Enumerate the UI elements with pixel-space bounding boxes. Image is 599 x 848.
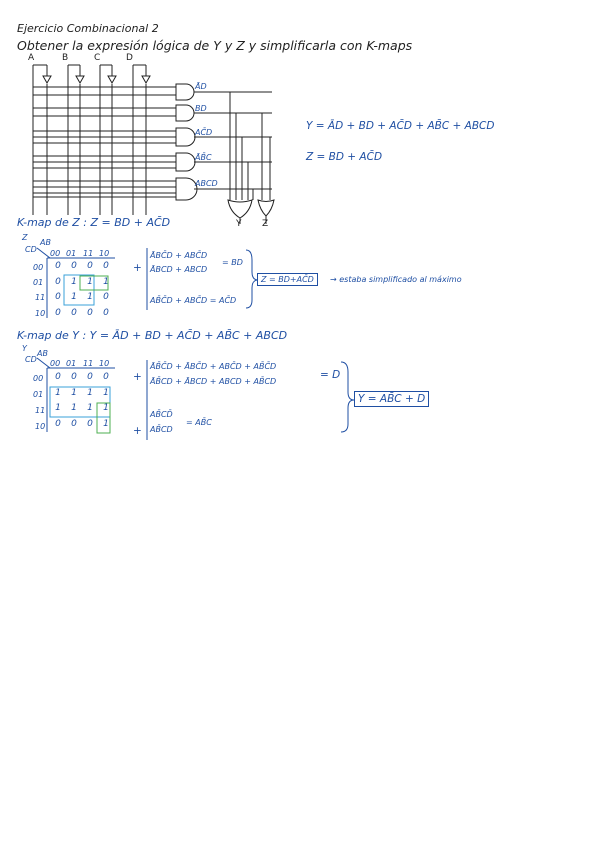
kmap-y-col-header-0: 00 (50, 359, 61, 368)
kmap-z-cell-r2-c1: 1 (71, 292, 77, 302)
kmap-y-row-header-2: 11 (35, 406, 46, 415)
kmap-y-row-header-3: 10 (35, 422, 46, 431)
kmap-y-term2b: AB̄CD (150, 425, 173, 434)
kmap-y-heading (17, 329, 287, 342)
kmap-y-plus-2: + (133, 425, 142, 437)
kmap-z-cell-r2-c2: 1 (87, 292, 93, 302)
kmap-z-result: Z = BD+AC̄D (257, 273, 318, 286)
kmap-z-cell-r1-c1: 1 (71, 276, 77, 287)
kmap-y-cell-r3-c2: 0 (87, 418, 93, 429)
kmap-y-term2a: AB̄CD̄ (150, 410, 173, 419)
kmap-y-col-header-1: 01 (66, 359, 77, 368)
kmap-y-cell-r0-c2: 0 (87, 372, 93, 382)
kmap-z-note: → estaba simplificado al máximo (330, 275, 462, 284)
kmap-y-row-header-0: 00 (33, 374, 44, 383)
kmap-y-col-header-2: 11 (83, 359, 94, 368)
gate-label-1: ĀD (195, 82, 207, 91)
kmap-y-heading-eq: : Y = ĀD + BD + AC̄D + AB̄C + ABCD (82, 329, 288, 342)
kmap-z-row-header-0: 00 (33, 263, 44, 272)
kmap-y-cell-r1-c1: 1 (71, 387, 77, 398)
kmap-z-col-header-1: 01 (66, 249, 77, 258)
kmap-z-heading (17, 216, 170, 229)
kmap-z-cell-r1-c3: 1 (103, 276, 109, 287)
input-label-c: C (94, 53, 101, 63)
kmap-y-row-header-1: 01 (33, 390, 44, 399)
kmap-y-term1-res: = D (320, 369, 341, 381)
kmap-z-term1a: ĀBC̄D + ABC̄D (150, 251, 208, 260)
kmap-y-cell-r3-c0: 0 (55, 418, 61, 429)
kmap-y-cell-r2-c0: 1 (55, 403, 61, 413)
page-subtitle: Obtener la expresión lógica de Y y Z y simplificarla con K-maps (17, 38, 413, 53)
kmap-z-row-var: CD (25, 245, 37, 254)
kmap-y-col-header-3: 10 (99, 359, 110, 368)
output-label-y: Y (236, 219, 242, 229)
kmap-z-col-header-2: 11 (83, 249, 94, 258)
kmap-z-cell-r3-c1: 0 (71, 307, 77, 318)
gate-label-3: AC̄D (195, 128, 213, 137)
kmap-y-result: Y = AB̄C + D (354, 391, 429, 407)
kmap-y-cell-r3-c1: 0 (71, 418, 77, 429)
kmap-z-col-header-3: 10 (99, 249, 110, 258)
kmap-z-heading-eq: : Z = BD + AC̄D (83, 216, 171, 229)
kmap-y-col-var: AB (37, 349, 48, 358)
kmap-z-cell-r0-c3: 0 (103, 261, 109, 271)
input-label-a: A (28, 53, 35, 63)
kmap-z-col-header-0: 00 (50, 249, 61, 258)
kmap-z-term1b: ĀBCD + ABCD (150, 265, 208, 274)
kmap-z-term2: AB̄C̄D + ABC̄D = AC̄D (150, 296, 237, 305)
kmap-y-term1b: ĀB̄CD + ĀBCD + ABCD + AB̄CD (150, 377, 277, 386)
kmap-z-heading-title: K-map de Z (17, 216, 80, 229)
kmap-z-row-header-3: 10 (35, 309, 46, 318)
kmap-z-row-header-2: 11 (35, 293, 46, 302)
kmap-y-cell-r1-c2: 1 (87, 387, 93, 398)
output-label-z: Z (262, 219, 269, 229)
kmap-y-plus-1: + (133, 371, 142, 383)
input-label-d: D (126, 53, 133, 63)
kmap-y-cell-r1-c0: 1 (55, 387, 61, 398)
kmap-z-cell-r2-c0: 0 (55, 292, 61, 302)
kmap-z-row-header-1: 01 (33, 278, 44, 287)
kmap-z-cell-r2-c3: 0 (103, 292, 109, 302)
kmap-z-cell-r0-c0: 0 (55, 261, 61, 271)
kmap-y-cell-r2-c1: 1 (71, 403, 77, 413)
kmap-z-out-label: Z (22, 233, 28, 242)
kmap-z-plus: + (133, 262, 142, 274)
kmap-y-cell-r3-c3: 1 (103, 418, 109, 429)
kmap-z-cell-r1-c0: 0 (55, 276, 61, 287)
kmap-y-row-var: CD (25, 355, 37, 364)
gate-label-5: ABCD (195, 179, 218, 188)
kmap-z-term1-res: = BD (222, 258, 243, 267)
kmap-y-out-label: Y (22, 344, 27, 353)
input-label-b: B (62, 53, 69, 63)
kmap-z-cell-r3-c2: 0 (87, 307, 93, 318)
kmap-y-cell-r2-c2: 1 (87, 403, 93, 413)
kmap-y-term1a: ĀB̄C̄D + ĀBC̄D + ABC̄D + AB̄C̄D (150, 362, 277, 371)
kmap-z-cell-r0-c2: 0 (87, 261, 93, 271)
gate-label-4: ĀB̄C (195, 153, 212, 162)
gate-label-2: BD (195, 104, 207, 113)
kmap-y-cell-r0-c1: 0 (71, 372, 77, 382)
kmap-z-cell-r3-c0: 0 (55, 307, 61, 318)
equation-y: Y = ĀD + BD + AC̄D + AB̄C + ABCD (306, 120, 495, 132)
kmap-z-col-var: AB (40, 238, 51, 247)
kmap-y-cell-r2-c3: 1 (103, 403, 109, 413)
kmap-y-heading-title: K-map de Y (17, 329, 79, 342)
kmap-z-cell-r1-c2: 1 (87, 276, 93, 287)
kmap-y-cell-r1-c3: 1 (103, 387, 109, 398)
page-title: Ejercicio Combinacional 2 (17, 22, 159, 35)
kmap-z-cell-r0-c1: 0 (71, 261, 77, 271)
kmap-y-term2-res: = AB̄C (186, 418, 212, 427)
kmap-z-cell-r3-c3: 0 (103, 307, 109, 318)
equation-z: Z = BD + AC̄D (306, 151, 383, 163)
kmap-y-cell-r0-c0: 0 (55, 372, 61, 382)
kmap-y-cell-r0-c3: 0 (103, 372, 109, 382)
